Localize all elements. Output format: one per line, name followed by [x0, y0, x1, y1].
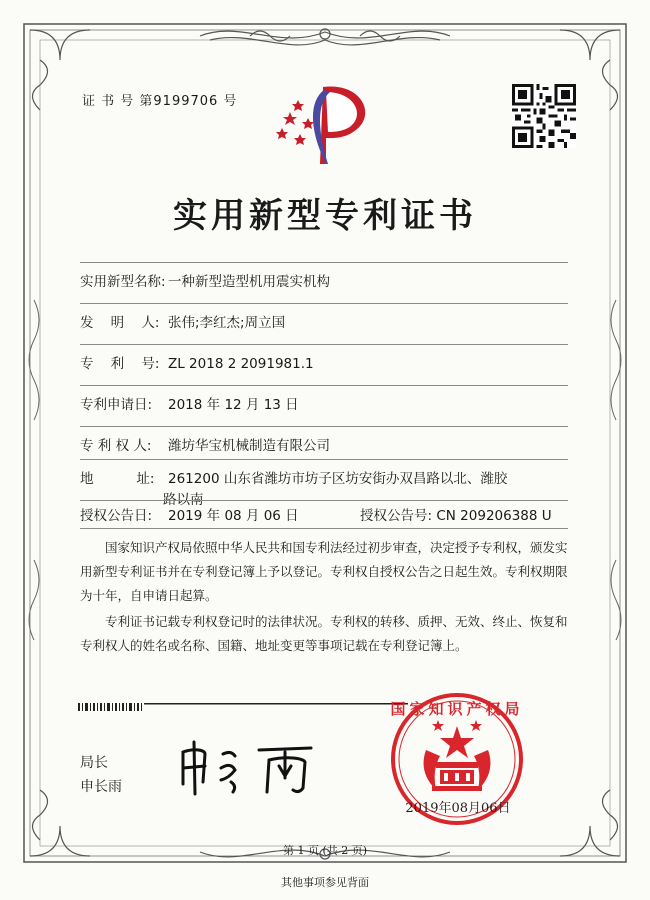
grant-number-row — [360, 504, 552, 524]
utility-model-name-label: 实用新型名称: — [80, 274, 166, 290]
page-number: 第 1 页 (共 2 页) — [282, 844, 368, 857]
inventor-row — [80, 311, 285, 331]
grant-number-label: 授权公告号: — [360, 508, 433, 524]
certificate-title: 实用新型专利证书 — [173, 196, 477, 236]
back-note: 其他事项参见背面 — [281, 876, 369, 889]
filing-date-label: 专利申请日: — [80, 397, 153, 413]
patentee-value: 潍坊华宝机械制造有限公司 — [168, 438, 330, 454]
grant-date-label: 授权公告日: — [80, 508, 153, 524]
inventor-value: 张伟;李红杰;周立国 — [168, 315, 286, 331]
handwritten-signature-icon — [175, 738, 325, 798]
filing-date-value: 2018 年 12 月 13 日 — [168, 397, 299, 413]
paragraph-grant-statement: 国家知识产权局依照中华人民共和国专利法经过初步审查，决定授予专利权，颁发实用新型专利证书并在专利登记簿上予以登记。专利权自授权公告之日起生效。专利权期限为十年，自申请日起算。 — [80, 540, 568, 603]
patentee-label: 专 利 权 人: — [80, 438, 152, 454]
patent-number-value: ZL 2018 2 2091981.1 — [168, 356, 314, 372]
inventor-label: 发 明 人: — [80, 315, 160, 331]
director-name: 申长雨 — [80, 779, 122, 795]
patent-number-row — [80, 352, 314, 372]
grant-number-value: CN 209206388 U — [436, 508, 552, 524]
address-value-line1: 261200 山东省潍坊市坊子区坊安街办双昌路以北、潍胶 — [168, 471, 508, 487]
address-label: 地 址: — [80, 471, 155, 487]
filing-date-row — [80, 393, 299, 413]
grant-date-row — [80, 504, 299, 524]
patent-number-label: 专 利 号: — [80, 356, 160, 372]
paragraph-legal-status: 专利证书记载专利权登记时的法律状况。专利权的转移、质押、无效、终止、恢复和专利权人的姓名或名称、国籍、地址变更等事项记载在专利登记簿上。 — [80, 614, 568, 653]
patentee-row — [80, 434, 330, 454]
utility-model-name-row — [80, 270, 330, 290]
barcode-line-icon — [78, 703, 408, 711]
certificate-number: 证 书 号 第9199706 号 — [82, 94, 238, 109]
utility-model-name-value: 一种新型造型机用震实机构 — [168, 274, 330, 290]
cnipa-logo-icon — [268, 72, 388, 172]
seal-text: 国家知识产权局 — [390, 700, 524, 718]
director-title: 局长 — [80, 755, 108, 771]
seal-date: 2019年08月06日 — [405, 801, 511, 816]
grant-date-value: 2019 年 08 月 06 日 — [168, 508, 299, 524]
qr-code-icon — [512, 84, 576, 148]
address-row — [80, 467, 507, 487]
address-value-line2: 路以南 — [163, 492, 204, 508]
